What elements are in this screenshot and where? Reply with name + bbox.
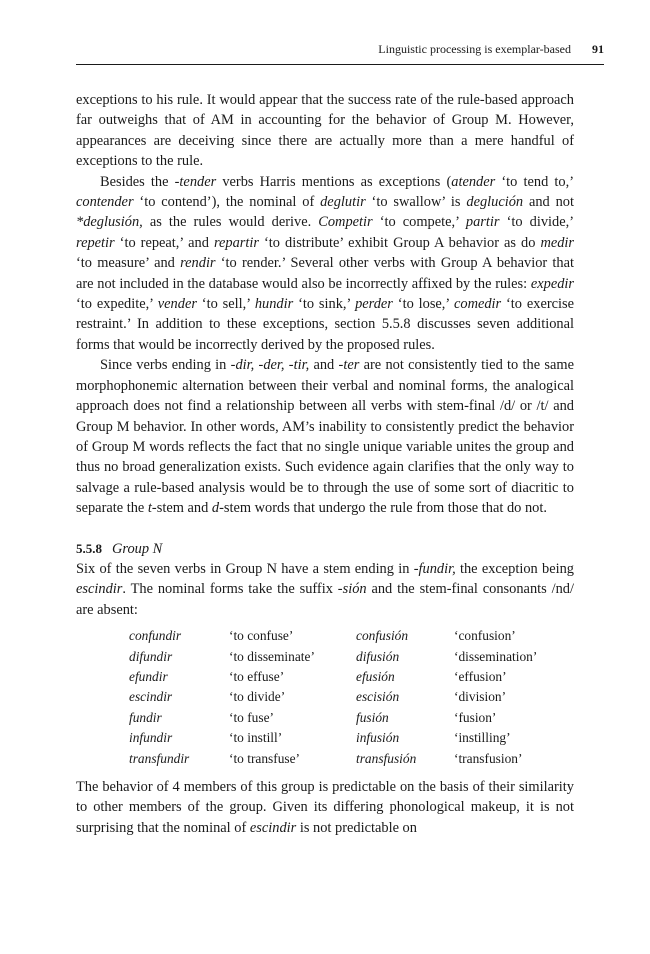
noun-gloss-cell: ‘transfusion’ (454, 750, 523, 766)
page-body (76, 90, 574, 838)
section-heading (76, 539, 574, 559)
table-row (129, 687, 537, 707)
table-row (129, 749, 537, 769)
verb-gloss-cell: ‘to disseminate’ (229, 648, 315, 664)
running-title: Linguistic processing is exemplar-based (378, 42, 571, 56)
verb-gloss-cell: ‘to instill’ (229, 730, 283, 746)
table-row (129, 626, 537, 646)
verb-cell: efundir (129, 668, 168, 684)
noun-gloss-cell: ‘dissemination’ (454, 648, 538, 664)
noun-cell: efusión (356, 668, 395, 684)
table-row (129, 647, 537, 667)
noun-cell: escisión (356, 689, 400, 705)
section-title: Group N (112, 540, 163, 557)
noun-gloss-cell: ‘fusion’ (454, 709, 497, 725)
verb-gloss-cell: ‘to transfuse’ (229, 750, 301, 766)
verb-nominal-table (129, 626, 537, 769)
verb-gloss-cell: ‘to fuse’ (229, 709, 274, 725)
running-header (76, 38, 604, 65)
noun-gloss-cell: ‘confusion’ (454, 628, 516, 644)
paragraph-2: Besides the -tender verbs Harris mentions as exceptions (atender ‘to tend to,’ contender ‘to contend’), the nominal of deglutir ‘to swallow’ is deglución and not *deglusión, as the rules would derive. Competir ‘to compete,’ partir ‘to divide,’ repetir ‘to repeat,’ and repartir ‘to distribute’ exhibit Group A behavior as do medir ‘to measure’ and rendir ‘to render.’ Several other verbs with Group A behavior that are not included in the database would also be incorrectly affixed by the rules: expedir ‘to expedite,’ vender ‘to sell,’ hundir ‘to sink,’ perder ‘to lose,’ comedir ‘to exercise restraint.’ In addition to these exceptions, section 5.5.8 discusses seven additional forms that would be incorrectly derived by the proposed rules. (76, 173, 575, 353)
noun-cell: difusión (356, 648, 400, 664)
verb-gloss-cell: ‘to confuse’ (229, 628, 294, 644)
noun-cell: infusión (356, 730, 400, 746)
noun-cell: confusión (356, 628, 409, 644)
page-number: 91 (592, 42, 604, 56)
table-row (129, 667, 537, 687)
paragraph-3: Since verbs ending in -dir, -der, -tir, and -ter are not consistently tied to the same morphophonemic alternation between their verbal and nominal forms, the analogical approach does not find a relationship between all verbs with stem-final /d/ or /t/ and Group M behavior. In other words, AM’s inability to consistently predict the behavior of Group M words reflects the fact that no single unique variable unites the group and thus no broad generalization exists. Such evidence again clarifies that the only way to salvage a rule-based analysis would be to through the use of some sort of diacritic to separate the t-stem and d-stem words that undergo the rule from those that do not. (76, 357, 574, 517)
verb-cell: escindir (129, 689, 173, 705)
verb-cell: fundir (129, 709, 162, 725)
verb-cell: confundir (129, 628, 182, 644)
paragraph-1: exceptions to his rule. It would appear that the success rate of the rule-based approach far outweighs that of AM in accounting for the behavior of Group M. However, appearances are deceiving since there are actually more than a mere handful of exceptions to the rule. (76, 92, 574, 170)
noun-gloss-cell: ‘division’ (454, 689, 507, 705)
section-number: 5.5.8 (76, 540, 102, 556)
noun-cell: fusión (356, 709, 389, 725)
verb-cell: difundir (129, 648, 173, 664)
table-row (129, 728, 537, 748)
verb-cell: infundir (129, 730, 173, 746)
noun-gloss-cell: ‘effusion’ (454, 668, 507, 684)
table-row (129, 708, 537, 728)
verb-cell: transfundir (129, 750, 190, 766)
verb-gloss-cell: ‘to divide’ (229, 689, 286, 705)
paragraph-5: The behavior of 4 members of this group is predictable on the basis of their similarity to other members of the group. Given its differing phonological makeup, it is not surprising that the nominal of escindir is not predictable on (76, 779, 574, 836)
noun-cell: transfusión (356, 750, 417, 766)
paragraph-4: Six of the seven verbs in Group N have a stem ending in -fundir, the exception being escindir. The nominal forms take the suffix -sión and the stem-final consonants /nd/ are absent: (76, 560, 574, 618)
verb-gloss-cell: ‘to effuse’ (229, 668, 285, 684)
noun-gloss-cell: ‘instilling’ (454, 730, 511, 746)
